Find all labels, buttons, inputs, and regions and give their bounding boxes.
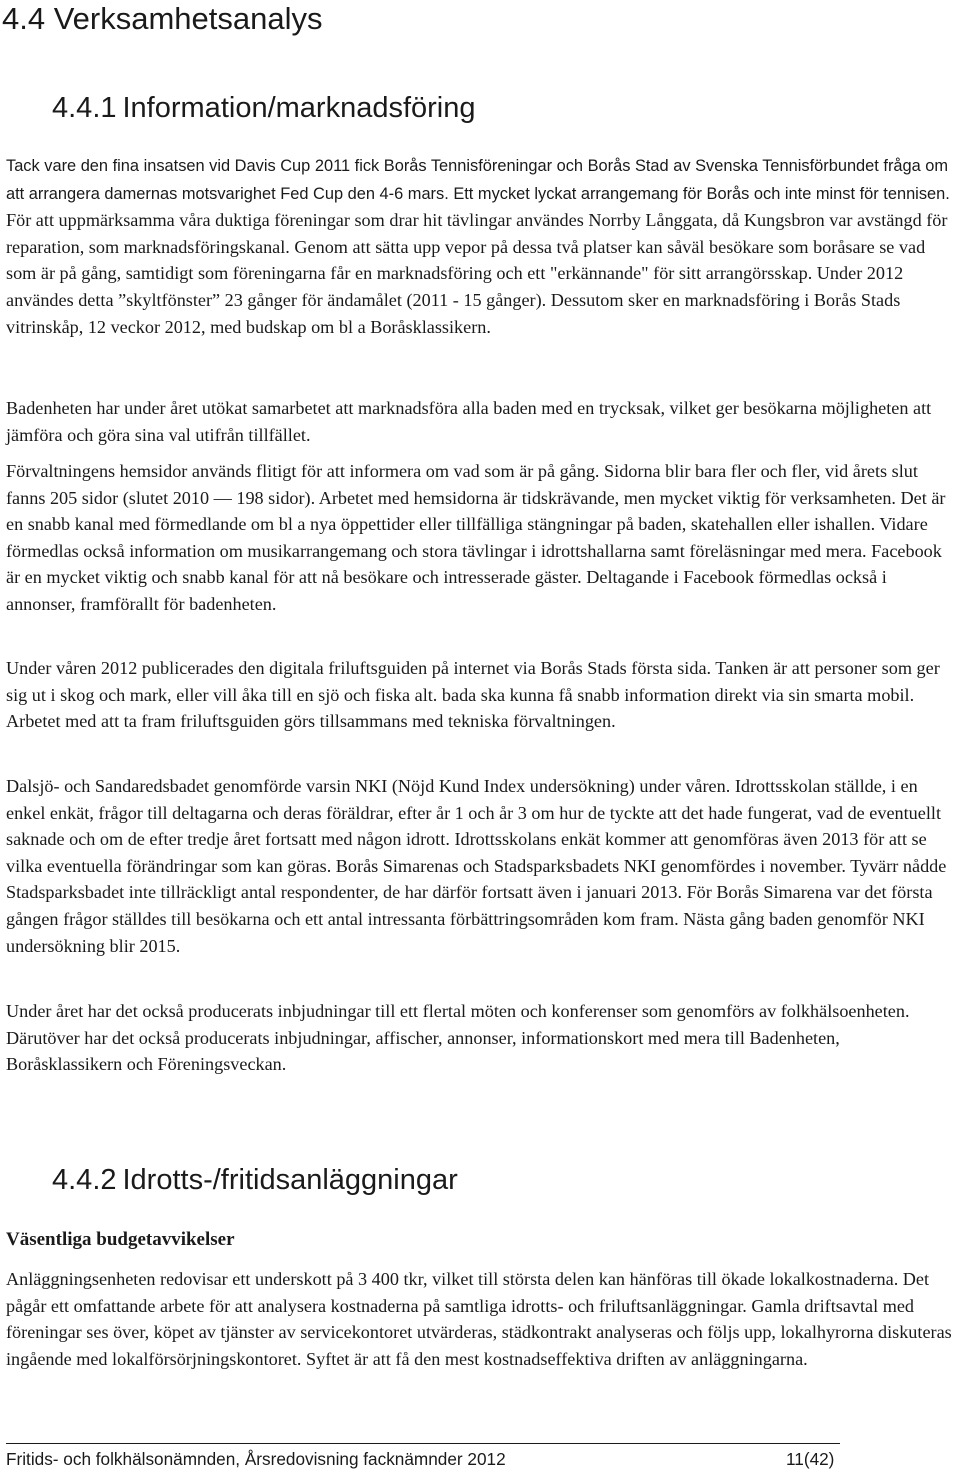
paragraph-fed-cup xyxy=(6,152,956,340)
footer-document-title: Fritids- och folkhälsonämnden, Årsredovisning facknämnder 2012 xyxy=(6,1449,506,1469)
section-heading-information xyxy=(52,90,476,126)
paragraph-inbjudningar: Under året har det också producerats inbjudningar till ett flertal möten och konferenser som genomförs av folkhälsoenheten. Därutöver har det också producerats inbjudningar, affischer, annonser, informationskort med mera till Badenheten, Boråsklassikern och Föreningsveckan. xyxy=(6,1001,910,1075)
section-number: 4.4.1 xyxy=(52,92,117,124)
footer-divider xyxy=(6,1443,840,1444)
paragraph-fed-cup-sans: Tack vare den fina insatsen vid Davis Cup 2011 fick Borås Tennisföreningar och Borås Stad av Svenska Tennisförbundet fråga om att arrangera damernas motsvarighet Fed Cup den 4-6 mars. Ett mycket lyckat arrangemang för Borås och inte minst för tennisen. xyxy=(6,157,950,203)
section-number: 4.4.2 xyxy=(52,1164,117,1196)
paragraph-underskott: Anläggningsenheten redovisar ett underskott på 3 400 tkr, vilket till största delen kan hänföras till ökade lokalkostnaderna. Det pågår ett omfattande arbete för att analysera kostnaderna på samtliga idrotts- och friluftsanläggningar. Gamla driftsavtal med föreningar ses över, köpet av tjänster av servicekontoret utvärderas, städkontrakt analyseras och följs upp, lokalhyrorna diskuteras ingående med lokalförsörjningskontoret. Syftet är att få den mest kostnadseffektiva driften av anläggningarna. xyxy=(6,1269,952,1369)
subheading-budgetavvikelser: Väsentliga budgetavvikelser xyxy=(6,1229,235,1250)
paragraph-friluftsguide: Under våren 2012 publicerades den digitala friluftsguiden på internet via Borås Stads första sida. Tanken är att personer som ger sig ut i skog och mark, eller vill åka till en sjö och fiska alt. bada ska kunna få snabb information direkt via sin smarta mobil. Arbetet med att ta fram friluftsguiden görs tillsammans med tekniska förvaltningen. xyxy=(6,658,940,732)
section-title: Information/marknadsföring xyxy=(122,92,476,124)
section-heading-anlaggningar xyxy=(52,1162,458,1198)
section-title: Idrotts-/fritidsanläggningar xyxy=(122,1164,458,1196)
paragraph-nki: Dalsjö- och Sandaredsbadet genomförde varsin NKI (Nöjd Kund Index undersökning) under våren. Idrottsskolan ställde, i en enkel enkät, frågor till deltagarna och deras föräldrar, efter år 1 och år 3 om hur de tyckte att det hade fungerat, vad de eventuellt saknade och om de efter tredje året fortsatt med någon idrott. Idrottsskolans enkät kommer att genomföras även 2013 för att se vilka eventuella förändringar som kan göras. Borås Simarenas och Stadsparksbadets NKI genomfördes i november. Tyvärr nådde Stadsparksbadet inte tillräckligt antal respondenter, de har därför fortsatt även i januari 2013. För Borås Simarena var det första gången frågor ställdes till besökarna och ett antal intressanta förbättringsområden kom fram. Nästa gång baden genomför NKI undersökning blir 2015. xyxy=(6,776,947,956)
paragraph-hemsidor: Förvaltningens hemsidor används flitigt för att informera om vad som är på gång. Sidorna blir bara fler och fler, vid årets slut fanns 205 sidor (slutet 2010 — 198 sidor). Arbetet med hemsidorna är tidskrävande, men mycket viktig för verksamheten. Det är en snabb kanal med förmedlande om bl a nya öppettider eller tillfälliga stängningar på baden, skatehallen eller ishallen. Vidare förmedlas också information om musikarrangemang och stora tävlingar i idrottshallarna samt föreläsningar med mera. Facebook är en mycket viktig och snabb kanal för att nå besökare och intresserade gäster. Deltagande i Facebook förmedlas också i annonser, framförallt för badenheten. xyxy=(6,461,946,614)
paragraph-badenheten: Badenheten har under året utökat samarbetet att marknadsföra alla baden med en trycksak, vilket ger besökarna möjligheten att jämföra och göra sina val utifrån tillfället. xyxy=(6,398,932,445)
paragraph-fed-cup-serif: För att uppmärksamma våra duktiga föreningar som drar hit tävlingar användes Norrby Långgata, då Kungsbron var avstängd för reparation, som marknadsföringskanal. Genom att sätta upp vepor på dessa två platser kan såväl besökare som boråsare se vad som är på gång, samtidigt som föreningarna får en marknadsföring och ett "erkännande" för sitt arrangörsskap. Under 2012 användes detta ”skyltfönster” 23 gånger för ändamålet (2011 - 15 gånger). Dessutom sker en marknadsföring i Borås Stads vitrinskåp, 12 veckor 2012, med budskap om bl a Boråsklassikern. xyxy=(6,210,948,337)
main-heading: 4.4 Verksamhetsanalys xyxy=(2,1,323,36)
footer-page-number: 11(42) xyxy=(786,1449,835,1469)
